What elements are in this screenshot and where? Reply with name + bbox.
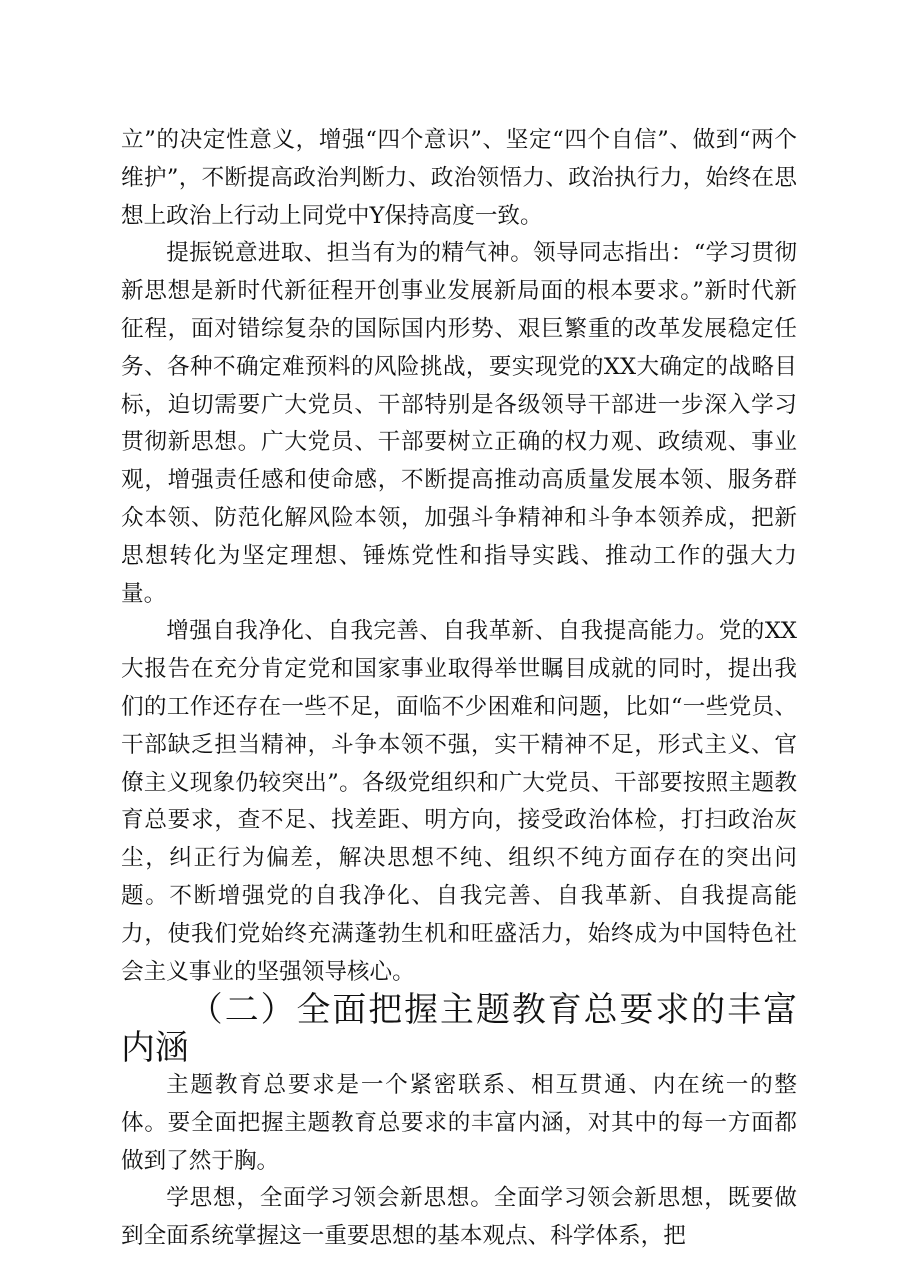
paragraph-self-improvement: 增强自我净化、自我完善、自我革新、自我提高能力。党的XX大报告在充分肯定党和国家事业取得举世瞩目成就的同时，提出我们的工作还存在一些不足，面临不少困难和问题，比如“一些党员、干部缺乏担当精神，斗争本领不强，实干精神不足，形式主义、官僚主义现象仍较突出”。各级党组织和广大党员、干部要按照主题教育总要求，查不足、找差距、明方向，接受政治体检，打扫政治灰尘，纠正行为偏差，解决思想不纯、组织不纯方面存在的突出问题。不断增强党的自我净化、自我完善、自我革新、自我提高能力，使我们党始终充满蓬勃生机和旺盛活力，始终成为中国特色社会主义事业的坚强领导核心。 [121,618,797,985]
paragraph-overall-requirement: 主题教育总要求是一个紧密联系、相互贯通、内在统一的整体。要全面把握主题教育总要求的丰富内涵，对其中的每一方面都做到了然于胸。 [121,1071,797,1174]
paragraph-spirit: 提振锐意进取、担当有为的精气神。领导同志指出：“学习贯彻新思想是新时代新征程开创事业发展新局面的根本要求。”新时代新征程，面对错综复杂的国际国内形势、艰巨繁重的改革发展稳定任务、各种不确定难预料的风险挑战，要实现党的XX大确定的战略目标，迫切需要广大党员、干部特别是各级领导干部进一步深入学习贯彻新思想。广大党员、干部要树立正确的权力观、政绩观、事业观，增强责任感和使命感，不断提高推动高质量发展本领、服务群众本领、防范化解风险本领，加强斗争精神和斗争本领养成，把新思想转化为坚定理想、锤炼党性和指导实践、推动工作的强大力量。 [121,240,797,607]
paragraph-learn-thought: 学思想，全面学习领会新思想。全面学习领会新思想，既要做到全面系统掌握这一重要思想的基本观点、科学体系，把 [121,1185,797,1250]
document-body [121,122,797,1256]
paragraph-continuation: 立”的决定性意义，增强“四个意识”、坚定“四个自信”、做到“两个维护”，不断提高政治判断力、政治领悟力、政治执行力，始终在思想上政治上行动上同党中Y保持高度一致。 [121,127,797,229]
section-heading: （二）全面把握主题教育总要求的丰富内涵 [121,990,797,1068]
